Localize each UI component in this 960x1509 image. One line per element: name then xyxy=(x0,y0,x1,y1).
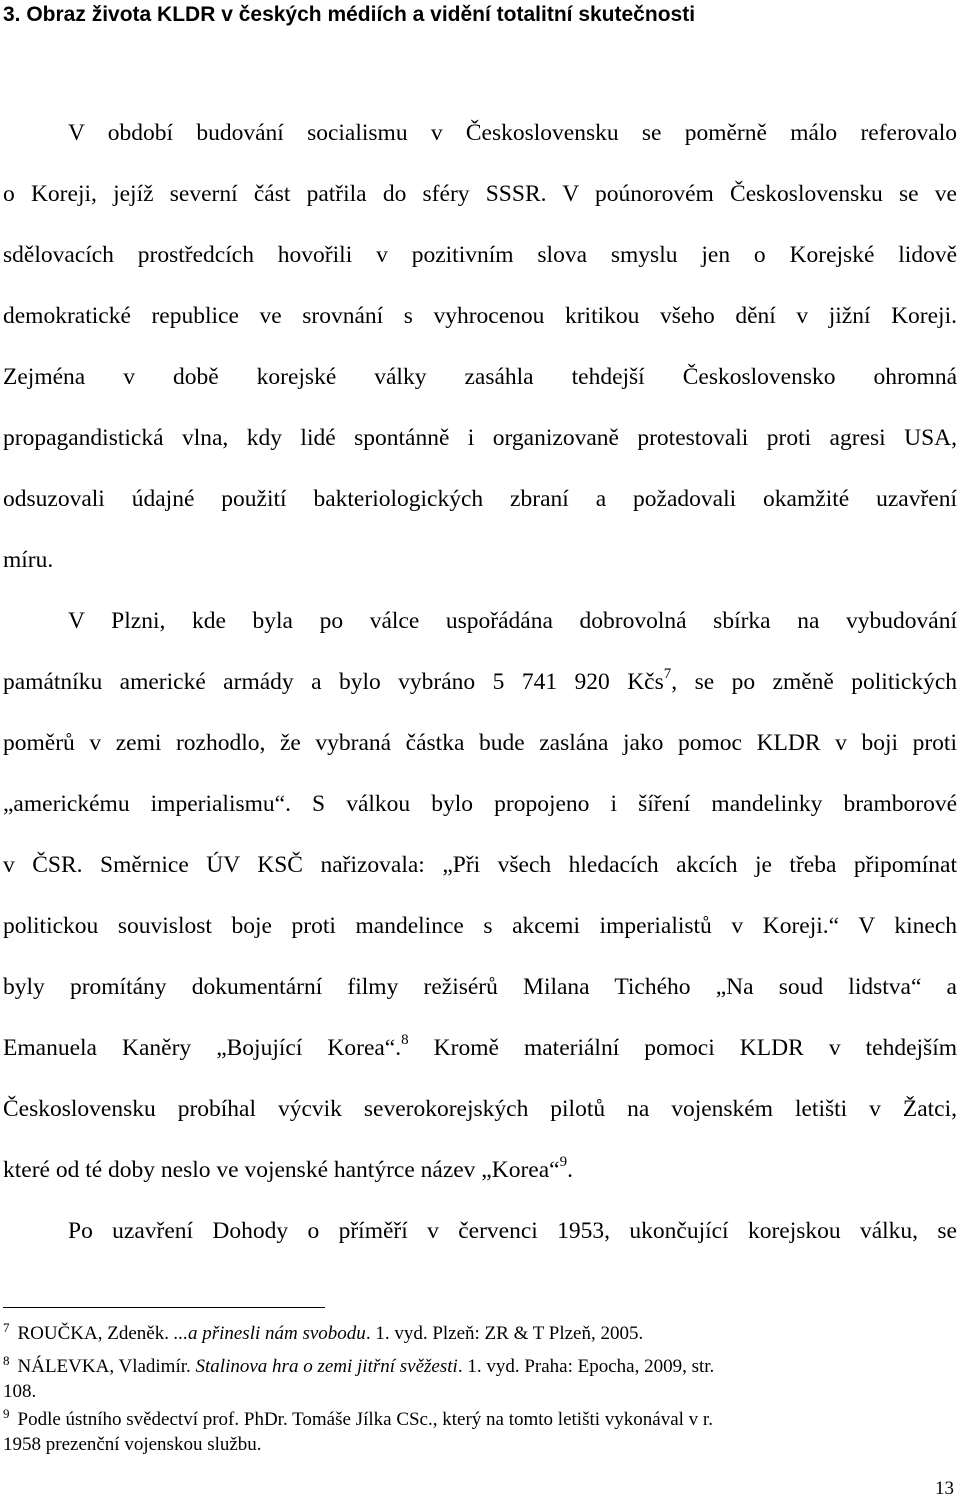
footnote-ref-7: 7 xyxy=(663,666,672,683)
paragraph-line xyxy=(3,1155,957,1185)
footnote-7 xyxy=(3,1322,943,1347)
paragraph-line: byly promítány dokumentární filmy režisérů Milana Tichého „Na soud lidstva“ a xyxy=(3,974,957,1000)
paragraph-line: míru. xyxy=(3,547,54,573)
footnote-ref-8: 8 xyxy=(401,1032,409,1049)
footnote-text: . 1. vyd. Plzeň: ZR & T Plzeň, 2005. xyxy=(365,1323,644,1344)
line-text: Kromě materiální pomoci KLDR v tehdejším xyxy=(408,1035,957,1061)
footnote-text: Podle ústního svědectví prof. PhDr. Tomáše Jílka CSc., který na tomto letišti vykonával v r. xyxy=(17,1409,713,1430)
paragraph-line: v ČSR. Směrnice ÚV KSČ nařizovala: „Při všech hledacích akcích je třeba připomínat xyxy=(3,852,957,878)
paragraph-line: Československu probíhal výcvik severokorejských pilotů na vojenském letišti v Žatci, xyxy=(3,1096,957,1122)
paragraph-line: politickou souvislost boje proti mandelince s akcemi imperialistů v Koreji.“ V kinech xyxy=(3,913,957,939)
paragraph-line xyxy=(3,1033,957,1063)
footnote-8 xyxy=(3,1355,943,1380)
paragraph-line: Po uzavření Dohody o příměří v červenci 1953, ukončující korejskou válku, se xyxy=(68,1218,957,1244)
footnote-ref-9: 9 xyxy=(559,1154,568,1171)
footnote-separator xyxy=(3,1307,325,1308)
paragraph-line: „americkému imperialismu“. S válkou bylo propojeno i šíření mandelinky bramborové xyxy=(3,791,957,817)
paragraph-line xyxy=(3,667,957,697)
footnote-number: 8 xyxy=(3,1353,10,1368)
footnote-text: ROUČKA, Zdeněk. xyxy=(17,1323,174,1344)
line-text: . xyxy=(567,1157,573,1183)
footnote-title: ...a přinesli nám svobodu xyxy=(173,1323,366,1344)
paragraph-line: poměrů v zemi rozhodlo, že vybraná částka bude zaslána jako pomoc KLDR v boji proti xyxy=(3,730,957,756)
paragraph-line: sdělovacích prostředcích hovořili v pozitivním slova smyslu jen o Korejské lidově xyxy=(3,242,957,268)
footnote-text: NÁLEVKA, Vladimír. xyxy=(17,1356,196,1377)
footnote-9-continuation: 1958 prezenční vojenskou službu. xyxy=(3,1434,262,1455)
page-number: 13 xyxy=(935,1478,954,1499)
paragraph-line: propagandistická vlna, kdy lidé spontánně i organizovaně protestovali proti agresi USA, xyxy=(3,425,957,451)
footnote-9 xyxy=(3,1408,943,1433)
line-text: , se po změně politických xyxy=(671,669,958,695)
footnote-number: 7 xyxy=(3,1320,10,1335)
paragraph-line: demokratické republice ve srovnání s vyhrocenou kritikou všeho dění v jižní Koreji. xyxy=(3,303,957,329)
footnote-number: 9 xyxy=(3,1406,10,1421)
section-heading: 3. Obraz života KLDR v českých médiích a vidění totalitní skutečnosti xyxy=(3,3,696,26)
paragraph-line: o Koreji, jejíž severní část patřila do sféry SSSR. V poúnorovém Československu se ve xyxy=(3,181,957,207)
paragraph-line: V období budování socialismu v Československu se poměrně málo referovalo xyxy=(68,120,957,146)
line-text: Emanuela Kaněry „Bojující Korea“. xyxy=(3,1035,402,1061)
line-text: které od té doby neslo ve vojenské hantýrce název „Korea“ xyxy=(3,1157,560,1183)
line-text: památníku americké armády a bylo vybráno 5 741 920 Kčs xyxy=(3,669,664,695)
paragraph-line: odsuzovali údajné použití bakteriologických zbraní a požadovali okamžité uzavření xyxy=(3,486,957,512)
paragraph-line: Zejména v době korejské války zasáhla tehdejší Československo ohromná xyxy=(3,364,957,390)
footnote-title: Stalinova hra o zemi jitřní svěžesti xyxy=(195,1356,458,1377)
paragraph-line: V Plzni, kde byla po válce uspořádána dobrovolná sbírka na vybudování xyxy=(68,608,957,634)
footnote-8-continuation: 108. xyxy=(3,1381,37,1402)
footnote-text: . 1. vyd. Praha: Epocha, 2009, str. xyxy=(457,1356,715,1377)
